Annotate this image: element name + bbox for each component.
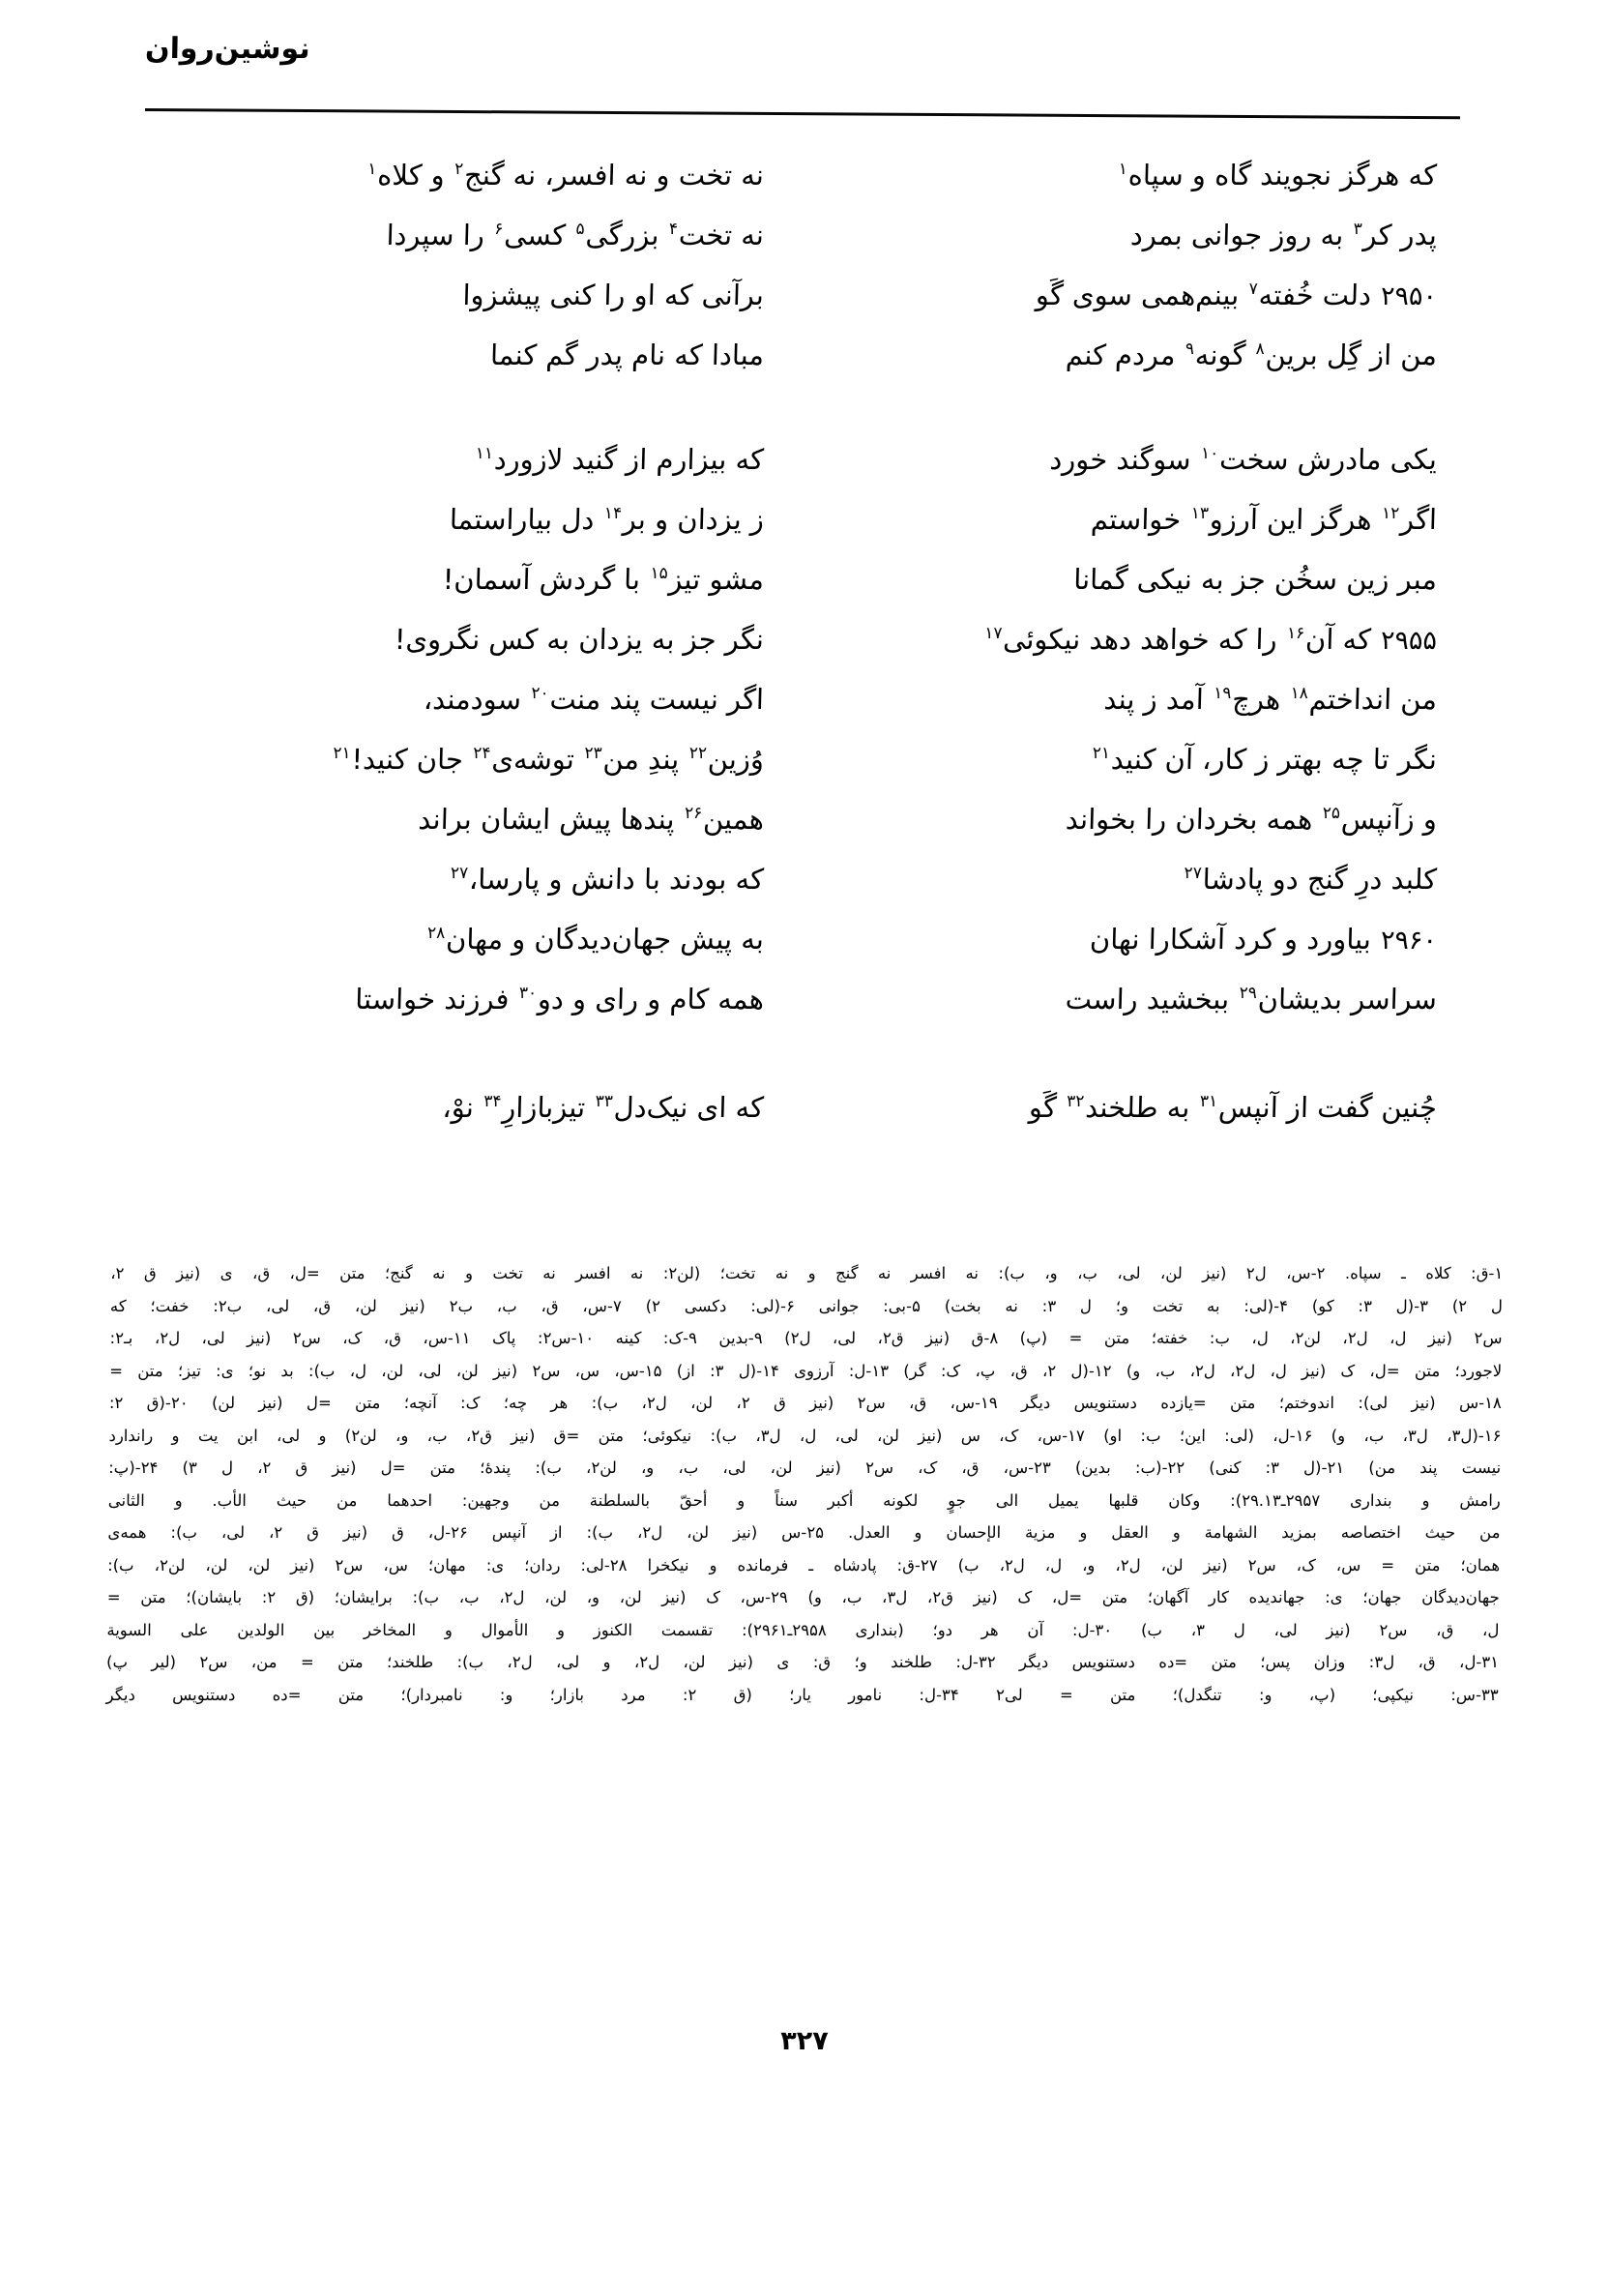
- verse-text-tail: سوگند خورد: [1049, 443, 1201, 476]
- footnote-marker: ۳۲: [1066, 1092, 1085, 1112]
- footnote-marker: ۶: [493, 220, 504, 240]
- hemistich-first: [802, 909, 1461, 971]
- verse-text-tail2: خواستم: [1090, 503, 1191, 536]
- verse-line: [145, 669, 1460, 729]
- footnote-line: لاجورد؛ متن =ل، ک (نیز ل، ل۲، ل۲، ب، و) ۱۲-(ل ۲، ق، پ، ک: گر) ۱۳-ل: آرزوی ۱۴-(ل ۳: از) ۱۵-س، س، س۲ (نیز لن، لی، لن، ل، ب): بد نو؛ ی: تیز؛ متن =: [109, 1361, 1503, 1380]
- verse-number: ۲۹۶۰: [1380, 926, 1438, 956]
- verse-text: ز یزدان و بر: [622, 503, 765, 536]
- verse-text: برآنی که او را کنی پیشزوا: [462, 279, 765, 311]
- verse-text: مشو تیز: [668, 563, 765, 596]
- hemistich-second: [144, 609, 804, 669]
- footnote-line: من حیث اختصاصه بمزید الشهامة و العقل و مزیة الإحسان و العدل. ۲۵-س (نیز لن، ل۲، ب): از آنپس ۲۶-ل، ق (نیز ق ۲، لی، ب): همه‌ی: [107, 1523, 1501, 1542]
- verse-line: [145, 489, 1460, 549]
- footnote-marker: ۱۳: [1190, 504, 1210, 524]
- footnote-line: رامش و بنداری ۲۹۵۷ـ۲۹.۱۳): وکان قلبها یمیل الی جوٍ لکونه أکبر سناً و أحقّ بالسلطنة من وجهین: احدهما من حیث الأب. و الثانی: [107, 1490, 1501, 1510]
- hemistich-second: [144, 909, 804, 969]
- footnote-marker: ۲۴: [473, 744, 491, 764]
- verse-line: [145, 969, 1460, 1029]
- verse-text: که بیزارم از گنید لازورد: [493, 443, 765, 476]
- verse-text-tail3: جان کنید!: [351, 743, 473, 776]
- verse-text: نه تخت و نه افسر، نه گنج: [463, 159, 765, 191]
- footnote-marker: ۲۳: [584, 744, 602, 764]
- verse-line: [145, 1074, 1460, 1141]
- footnote-line: ۳۳-س: نیکپی؛ (پ، و: تنگدل)؛ متن = لی۲ ۳۴-ل: نامور یار؛ (ق ۲: مرد بازار؛ و: نامبردار)؛ متن =ده دستنویس دیگر: [105, 1685, 1499, 1704]
- running-head: [0, 27, 1609, 72]
- footnote-marker: ۵: [575, 220, 585, 240]
- hemistich-first: [802, 549, 1461, 609]
- footnote-marker: ۲۵: [1322, 804, 1341, 824]
- footnote-marker: ۱۱: [475, 444, 494, 464]
- verse-text: بیاورد و کرد آشکارا نهان: [1089, 923, 1372, 956]
- hemistich-first: [802, 849, 1461, 909]
- running-head-title: نوشین‌روان: [144, 32, 310, 66]
- verse-line: [145, 789, 1460, 849]
- verse-text: که آن: [1304, 623, 1372, 656]
- verse-text: که ای نیک‌دل: [613, 1091, 765, 1124]
- verse-text: نه تخت: [678, 219, 765, 251]
- header-rule: [145, 108, 1460, 119]
- stanza: [145, 429, 1460, 1029]
- footnote-marker: ۳: [1353, 220, 1363, 240]
- footnote-marker: ۲۰: [531, 684, 549, 704]
- verse-text: من انداختم: [1308, 683, 1438, 716]
- verse-text: و زآنپس: [1340, 803, 1438, 836]
- verse-text: همه کام و رای و دو: [537, 983, 765, 1016]
- verse-line: [145, 849, 1460, 909]
- verse-text-tail: پندها پیش ایشان براند: [417, 803, 685, 836]
- hemistich-second: [144, 789, 804, 849]
- footnote-apparatus: [106, 1257, 1504, 1711]
- verse-number: ۲۹۵۵: [1380, 626, 1438, 656]
- footnote-marker: ۳۱: [1199, 1092, 1218, 1112]
- verse-text-tail: ببخشید راست: [1065, 983, 1239, 1016]
- footnote-marker: ۱۲: [1381, 504, 1400, 524]
- footnote-line: همان؛ متن = س، ک، س۲ (نیز لن، ل۲، و، ل، ل۲، ب) ۲۷-ق: پادشاه ـ فرمانده و نیکخرا ۲۸-لی: ردان؛ ی: مهان؛ س، س۲ (نیز لن، لن، لن۲، ب):: [107, 1555, 1501, 1575]
- verse-text-tail: دل بیاراستما: [449, 503, 604, 536]
- hemistich-first: [802, 969, 1461, 1029]
- hemistich-second: [144, 205, 804, 265]
- page-number: ۳۲۷: [780, 2026, 829, 2056]
- hemistich-first: [802, 429, 1461, 489]
- verse-text-tail2: توشه‌ی: [490, 743, 584, 776]
- footnote-marker: ۲۲: [688, 744, 708, 764]
- verse-text: من از گِل برین: [1265, 339, 1438, 371]
- footnote-marker: ۸: [1255, 339, 1266, 360]
- hemistich-first: [802, 789, 1461, 849]
- verse-text: یکی مادرش سخت: [1218, 443, 1438, 476]
- verse-line: [145, 729, 1460, 789]
- verse-text: اگر نیست پند منت: [549, 683, 765, 716]
- verse-body: [145, 145, 1460, 1141]
- footnote-marker: ۲۱: [1092, 744, 1111, 764]
- verse-text: همین: [702, 803, 765, 836]
- footnote-marker: ۳۰: [518, 984, 538, 1004]
- footnote-marker: ۳۳: [595, 1092, 614, 1112]
- footnote-marker: ۴: [668, 220, 679, 240]
- verse-text-tail: پندِ من: [602, 743, 689, 776]
- hemistich-first: [802, 1074, 1461, 1141]
- verse-text-tail: به روز جوانی بمرد: [1129, 219, 1353, 251]
- verse-text-tail2: آمد ز پند: [1103, 683, 1214, 716]
- verse-text-tail2: گَو: [1028, 1091, 1067, 1124]
- verse-line: [145, 265, 1460, 325]
- hemistich-first: [802, 265, 1461, 327]
- hemistich-second: [144, 849, 804, 909]
- footnote-line: ۱-ق: کلاه ـ سپاه. ۲-س، ل۲ (نیز لن، لی، ب، و، ب): نه افسر نه گنج و نه تخت؛ (لن۲: نه افسر نه تخت و نه گنج؛ متن =ل، ق، ی (نیز ق ۲،: [110, 1264, 1504, 1282]
- verse-text: اگر: [1399, 503, 1438, 536]
- hemistich-second: [144, 729, 804, 789]
- footnote-marker: ۲۱: [333, 744, 351, 764]
- verse-text-tail: سودمند،: [423, 683, 531, 716]
- verse-text-tail: و کلاه: [376, 159, 454, 191]
- verse-line: [145, 145, 1460, 205]
- hemistich-second: [144, 549, 804, 609]
- verse-text: مبادا که نام پدر گم کنما: [489, 339, 765, 371]
- hemistich-second: [144, 429, 804, 489]
- stanza: [145, 1074, 1460, 1141]
- verse-number: ۲۹۵۰: [1380, 281, 1438, 311]
- verse-line: [145, 325, 1460, 385]
- verse-text-tail: به طلخند: [1084, 1091, 1200, 1124]
- hemistich-first: [802, 489, 1461, 549]
- footnote-line: جهان‌دیدگان جهان؛ ی: جهاندیده کار آگهان؛ متن =ل، ک (نیز ق۲، ل۳، ب، و) ۲۹-س، ک (نیز لن، و، لن، ل۲، ب، ب): برایشان؛ (ق ۲: بایشان)؛ متن =: [106, 1588, 1500, 1606]
- hemistich-second: [144, 969, 804, 1029]
- footnote-marker: ۱۰: [1200, 444, 1219, 464]
- hemistich-second: [144, 145, 804, 205]
- footnote-marker: ۲: [453, 160, 464, 180]
- hemistich-first: [802, 609, 1461, 671]
- hemistich-second: [144, 669, 804, 729]
- hemistich-first: [802, 669, 1461, 729]
- footnote-marker: ۱: [366, 160, 377, 180]
- verse-text-tail2: مردم کنم: [1065, 339, 1185, 371]
- hemistich-second: [144, 1074, 804, 1141]
- footnote-line: ل، ق، س۲ (نیز لی، ل ۳، ب) ۳۰-ل: آن هر دو؛ (بنداری ۲۹۵۸ـ۲۹۶۱): تقسمت الکنوز و الأموال و المخاخر بین الولدین علی السویة: [106, 1620, 1500, 1639]
- verse-text: نگر تا چه بهتر ز کار، آن کنید: [1110, 743, 1438, 776]
- footnote-line: س۲ (نیز ل، ل۲، لن۲، ل، ب: خفته؛ متن = (پ) ۸-ق (نیز ق۲، لی، ل۲) ۹-بدین ۹-ک: کینه ۱۰-س۲: پاک ۱۱-س، ق، ک، س۲ (نیز لی، ل۲، بـ۲:: [109, 1329, 1503, 1347]
- verse-line: [145, 549, 1460, 609]
- hemistich-second: [144, 265, 804, 325]
- hemistich-first: [802, 325, 1461, 385]
- footnote-marker: ۲۷: [1184, 864, 1203, 884]
- verse-text-tail: گونه: [1194, 339, 1255, 371]
- footnote-line: ۱۶-(ل۳، ل۳، ب، و) ۱۶-ل، (لی: این؛ ب: او) ۱۷-س، ک، س (نیز لن، لی، ل، ل۳، ب): نیکوئی؛ متن =ق (نیز ق۲، ب، و، لن۲) و لی، ابن یت و راندارد: [108, 1426, 1502, 1445]
- footnote-marker: ۲۶: [684, 804, 703, 824]
- verse-text-tail: بینم‌همی سوی گَو: [1035, 279, 1248, 311]
- verse-text: سراسر بدیشان: [1257, 983, 1438, 1016]
- verse-line: [145, 909, 1460, 969]
- verse-text: پدر کر: [1362, 219, 1438, 251]
- footnote-marker: ۱۷: [983, 624, 1003, 644]
- hemistich-first: [802, 145, 1461, 205]
- verse-text-tail: با گردش آسمان!: [442, 563, 650, 596]
- verse-text-tail3: را سپردا: [386, 219, 494, 251]
- hemistich-second: [144, 325, 804, 385]
- footnote-line: نیست پند من) ۲۱-(ل ۳: کنی) ۲۲-(ب: بدین) ۲۳-س، ق، ک، س۲ (نیز لن، لی، ب، و، لن۲، ب): پندهٔ؛ متن =ل (نیز ق ۲، ل ۳) ۲۴-(پ:: [108, 1458, 1502, 1477]
- verse-text: که بودند با دانش و پارسا،: [468, 863, 765, 896]
- footnote-marker: ۱۹: [1213, 684, 1232, 704]
- verse-text-tail: فرزند خواستا: [354, 983, 519, 1016]
- hemistich-first: [802, 729, 1461, 789]
- verse-line: [145, 609, 1460, 669]
- verse-text: به پیش جهان‌دیدگان و مهان: [445, 923, 765, 956]
- verse-line: [145, 429, 1460, 489]
- stanza: [145, 145, 1460, 385]
- verse-text-tail2: نوْ،: [442, 1091, 483, 1124]
- verse-text-tail: هرچ: [1231, 683, 1290, 716]
- verse-text: کلبد درِ گنج دو پادشا: [1202, 863, 1438, 896]
- verse-text-tail: بزرگی: [585, 219, 669, 251]
- verse-text-tail: همه بخردان را بخواند: [1065, 803, 1323, 836]
- footnote-marker: ۱۶: [1286, 624, 1305, 644]
- footnote-marker: ۹: [1185, 339, 1195, 360]
- footnote-marker: ۲۷: [450, 864, 469, 884]
- verse-line: [145, 205, 1460, 265]
- verse-text: چُنین گفت از آنپس: [1217, 1091, 1438, 1124]
- verse-text-tail: تیزبازارِ: [501, 1091, 595, 1124]
- verse-text: که هرگز نجویند گاه و سپاه: [1127, 159, 1438, 191]
- footnote-marker: ۱۸: [1290, 684, 1309, 704]
- verse-text: دلت خُفته: [1258, 279, 1372, 311]
- verse-text: نگر جز به یزدان به کس نگروی!: [394, 623, 765, 656]
- footnote-marker: ۱۵: [650, 564, 668, 584]
- footnote-marker: ۲۸: [426, 924, 446, 944]
- footnote-line: ۱۸-س (نیز لی): اندوختم؛ متن =یازده دستنویس دیگر ۱۹-س، ق، س۲ (نیز ق ۲، لن، ل۲، ب): هر چه؛ ک: آنچه؛ متن =ل (نیز لن) ۲۰-(ق ۲:: [108, 1394, 1502, 1412]
- footnote-marker: ۳۴: [483, 1092, 502, 1112]
- verse-text-tail: هرگز این آرزو: [1209, 503, 1382, 536]
- footnote-line: ل ۲) ۳-(ل ۳: کو) ۴-(لی: به تخت و؛ ل ۳: نه بخت) ۵-بی: جوانی ۶-(لی: دکسی ۲) ۷-س، ق، ب، ب۲ (نیز لن، ق، لی، ب۲: خفت؛ که: [109, 1296, 1504, 1315]
- verse-text: مبر زین سخُن جز به نیکی گمانا: [1072, 563, 1438, 596]
- footnote-marker: ۲۹: [1239, 984, 1258, 1004]
- footnote-line: ۳۱-ل، ق، ل۳: وزان پس؛ متن =ده دستنویس دیگر ۳۲-ل: طلخند و؛ ق: ی (نیز لن، ل۲، و لی، ل۲، ب): طلخند؛ متن = من، س۲ (لیر پ): [105, 1653, 1500, 1671]
- verse-text-tail2: کسی: [503, 219, 575, 251]
- footnote-marker: ۱: [1118, 160, 1128, 180]
- hemistich-first: [802, 205, 1461, 265]
- verse-text: وُزین: [707, 743, 765, 776]
- hemistich-second: [144, 489, 804, 549]
- footnote-marker: ۷: [1248, 280, 1259, 300]
- verse-text-tail: را که خواهد دهد نیکوئی: [1002, 623, 1287, 656]
- footnote-marker: ۱۴: [603, 504, 623, 524]
